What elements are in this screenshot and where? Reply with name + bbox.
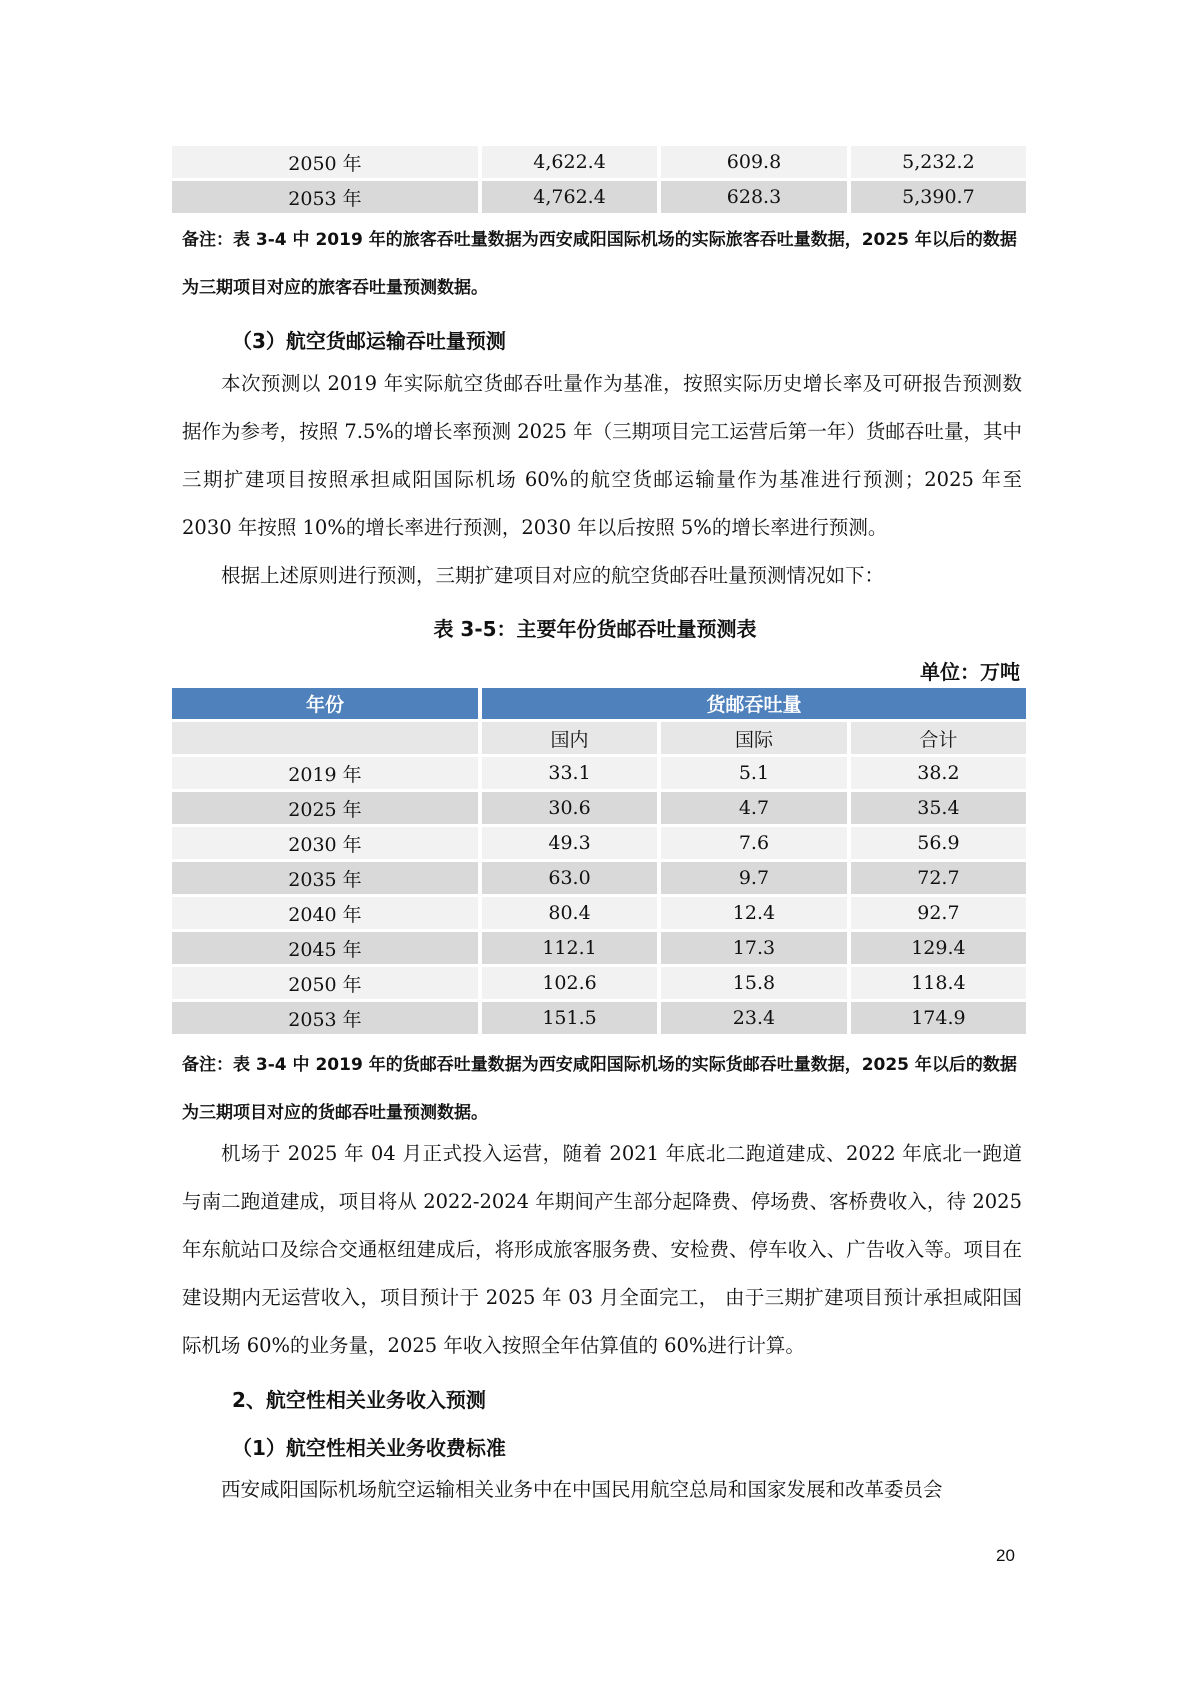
international-cell: 5.1 xyxy=(661,757,847,792)
table-row xyxy=(172,932,1026,967)
table-row xyxy=(172,757,1026,792)
total-cell: 72.7 xyxy=(851,862,1026,897)
subheader-international: 国际 xyxy=(661,722,847,757)
paragraph-forecast-method: 本次预测以 2019 年实际航空货邮吞吐量作为基准，按照实际历史增长率及可研报告预测数据作为参考，按照 7.5%的增长率预测 2025 年（三期项目完工运营后第一年）货邮吞吐量，其中三期扩建项目按照承担咸阳国际机场 60%的航空货邮运输量作为基准进行预测；2025 年至 2030 年按照 10%的增长率进行预测，2030 年以后按照 5%的增长率进行预测。 xyxy=(182,372,1022,539)
domestic-cell: 112.1 xyxy=(482,932,657,967)
total-cell: 118.4 xyxy=(851,967,1026,1002)
table-note-passenger: 备注：表 3-4 中 2019 年的旅客吞吐量数据为西安咸阳国际机场的实际旅客吞吐量数据，2025 年以后的数据为三期项目对应的旅客吞吐量预测数据。 xyxy=(182,230,1017,298)
total-cell: 35.4 xyxy=(851,792,1026,827)
table-caption: 表 3-5：主要年份货邮吞吐量预测表 xyxy=(433,617,757,641)
subheader-empty xyxy=(172,722,478,757)
value-cell: 5,390.7 xyxy=(851,181,1026,216)
cargo-forecast-table xyxy=(168,688,1030,1037)
table-row xyxy=(172,897,1026,932)
table-note-cargo: 备注：表 3-4 中 2019 年的货邮吞吐量数据为西安咸阳国际机场的实际货邮吞吐量数据，2025 年以后的数据为三期项目对应的货邮吞吐量预测数据。 xyxy=(182,1055,1017,1123)
total-cell: 92.7 xyxy=(851,897,1026,932)
year-cell: 2019 年 xyxy=(172,757,478,792)
domestic-cell: 151.5 xyxy=(482,1002,657,1037)
paragraph-operation: 机场于 2025 年 04 月正式投入运营，随着 2021 年底北二跑道建成、2022 年底北一跑道与南二跑道建成，项目将从 2022-2024 年期间产生部分起降费、停场费、客桥费收入，待 2025 年东航站口及综合交通枢纽建成后，将形成旅客服务费、安检费、停车收入、广告收入等。项目在建设期内无运营收入，项目预计于 2025 年 03 月全面完工， 由于三期扩建项目预计承担咸阳国际机场 60%的业务量，2025 年收入按照全年估算值的 60%进行计算。 xyxy=(182,1142,1022,1357)
year-cell: 2040 年 xyxy=(172,897,478,932)
header-year: 年份 xyxy=(172,688,478,722)
table-row xyxy=(172,1002,1026,1037)
international-cell: 7.6 xyxy=(661,827,847,862)
total-cell: 174.9 xyxy=(851,1002,1026,1037)
header-cargo-group: 货邮吞吐量 xyxy=(482,688,1026,722)
subheader-total: 合计 xyxy=(851,722,1026,757)
year-cell: 2025 年 xyxy=(172,792,478,827)
year-cell: 2035 年 xyxy=(172,862,478,897)
paragraph-fee-standard: 西安咸阳国际机场航空运输相关业务中在中国民用航空总局和国家发展和改革委员会 xyxy=(221,1478,943,1501)
year-cell: 2053 年 xyxy=(172,181,478,216)
domestic-cell: 80.4 xyxy=(482,897,657,932)
year-cell: 2050 年 xyxy=(172,146,478,181)
value-cell: 4,622.4 xyxy=(482,146,657,181)
international-cell: 12.4 xyxy=(661,897,847,932)
value-cell: 628.3 xyxy=(661,181,847,216)
value-cell: 5,232.2 xyxy=(851,146,1026,181)
domestic-cell: 102.6 xyxy=(482,967,657,1002)
page-number: 20 xyxy=(996,1546,1015,1565)
passenger-table-tail xyxy=(168,146,1030,216)
section-heading-aero-revenue: 2、航空性相关业务收入预测 xyxy=(232,1388,486,1412)
international-cell: 15.8 xyxy=(661,967,847,1002)
value-cell: 4,762.4 xyxy=(482,181,657,216)
total-cell: 56.9 xyxy=(851,827,1026,862)
international-cell: 4.7 xyxy=(661,792,847,827)
table-row xyxy=(172,146,1026,181)
year-cell: 2045 年 xyxy=(172,932,478,967)
international-cell: 17.3 xyxy=(661,932,847,967)
table-unit: 单位：万吨 xyxy=(920,660,1020,684)
table-row xyxy=(172,862,1026,897)
table-row xyxy=(172,792,1026,827)
domestic-cell: 49.3 xyxy=(482,827,657,862)
table-row xyxy=(172,967,1026,1002)
value-cell: 609.8 xyxy=(661,146,847,181)
domestic-cell: 33.1 xyxy=(482,757,657,792)
international-cell: 9.7 xyxy=(661,862,847,897)
table-subheader-row xyxy=(172,722,1026,757)
paragraph-forecast-intro: 根据上述原则进行预测，三期扩建项目对应的航空货邮吞吐量预测情况如下： xyxy=(221,564,885,587)
table-header-row xyxy=(172,688,1026,722)
table-row xyxy=(172,827,1026,862)
section-heading-fee-standard: （1）航空性相关业务收费标准 xyxy=(232,1436,506,1460)
total-cell: 38.2 xyxy=(851,757,1026,792)
total-cell: 129.4 xyxy=(851,932,1026,967)
year-cell: 2053 年 xyxy=(172,1002,478,1037)
year-cell: 2030 年 xyxy=(172,827,478,862)
domestic-cell: 63.0 xyxy=(482,862,657,897)
year-cell: 2050 年 xyxy=(172,967,478,1002)
domestic-cell: 30.6 xyxy=(482,792,657,827)
section-heading-cargo: （3）航空货邮运输吞吐量预测 xyxy=(232,329,506,353)
international-cell: 23.4 xyxy=(661,1002,847,1037)
subheader-domestic: 国内 xyxy=(482,722,657,757)
table-row xyxy=(172,181,1026,216)
